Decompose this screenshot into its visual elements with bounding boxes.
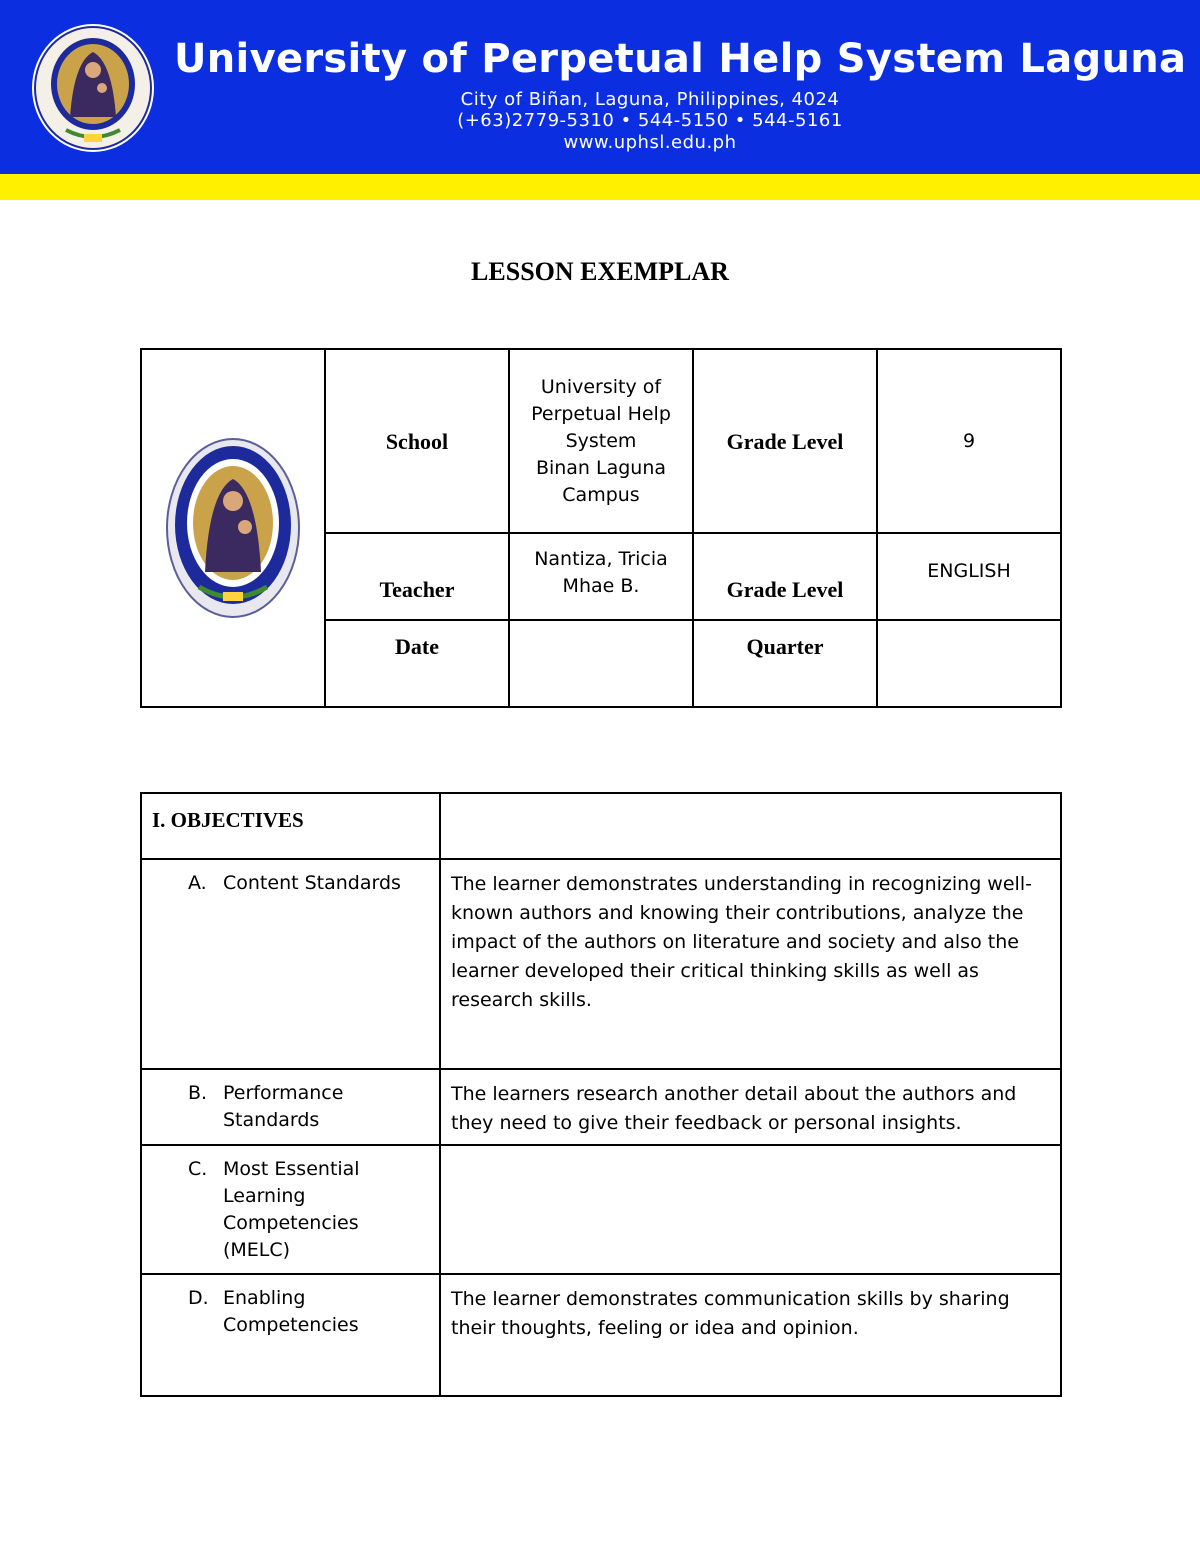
school-label: School	[325, 349, 509, 533]
objective-letter: C.	[188, 1158, 208, 1180]
university-address: City of Biñan, Laguna, Philippines, 4024	[460, 89, 840, 110]
objective-row-label	[141, 1145, 440, 1274]
objective-letter: D.	[188, 1287, 209, 1309]
objectives-heading: I. OBJECTIVES	[141, 793, 440, 859]
quarter-value	[877, 620, 1061, 707]
teacher-value: Nantiza, Tricia Mhae B.	[509, 533, 693, 620]
objectives-table	[140, 792, 1062, 1397]
date-label: Date	[325, 620, 509, 707]
objective-label: Most Essential Learning Competencies (MELC)	[223, 1158, 360, 1261]
objective-row-label	[141, 1069, 440, 1145]
school-value: University of Perpetual Help System Binan Laguna Campus	[509, 349, 693, 533]
objective-row-label	[141, 859, 440, 1069]
grade-level-label: Grade Level	[693, 349, 877, 533]
subject-value: ENGLISH	[877, 533, 1061, 620]
objective-label: Enabling Competencies	[223, 1287, 359, 1336]
quarter-label: Quarter	[693, 620, 877, 707]
objective-row-label	[141, 1274, 440, 1396]
subject-label: Grade Level	[693, 533, 877, 620]
objective-label: Content Standards	[223, 872, 401, 894]
objective-text	[440, 1145, 1061, 1274]
university-seal-icon	[30, 22, 156, 154]
header-banner	[0, 0, 1200, 174]
grade-level-value: 9	[877, 349, 1061, 533]
university-title: University of Perpetual Help System Laguna	[174, 36, 1187, 82]
objective-label: Performance Standards	[223, 1082, 344, 1131]
page-title: LESSON EXEMPLAR	[471, 257, 729, 286]
objective-text: The learners research another detail about the authors and they need to give their feedback or personal insights.	[440, 1069, 1061, 1145]
university-website[interactable]: www.uphsl.edu.ph	[563, 132, 737, 153]
school-logo-cell	[141, 349, 325, 707]
university-seal-icon	[165, 437, 301, 619]
objectives-heading-blank	[440, 793, 1061, 859]
lesson-info-table	[140, 348, 1062, 708]
university-phones: (+63)2779-5310 • 544-5150 • 544-5161	[457, 110, 843, 131]
objective-text: The learner demonstrates communication skills by sharing their thoughts, feeling or idea and opinion.	[440, 1274, 1061, 1396]
objective-text: The learner demonstrates understanding in recognizing well-known authors and knowing their contributions, analyze the impact of the authors on literature and society and also the learner developed their critical thinking skills as well as research skills.	[440, 859, 1061, 1069]
header-stripe	[0, 174, 1200, 200]
objective-letter: A.	[188, 872, 207, 894]
objective-letter: B.	[188, 1082, 208, 1104]
teacher-label: Teacher	[325, 533, 509, 620]
date-value	[509, 620, 693, 707]
